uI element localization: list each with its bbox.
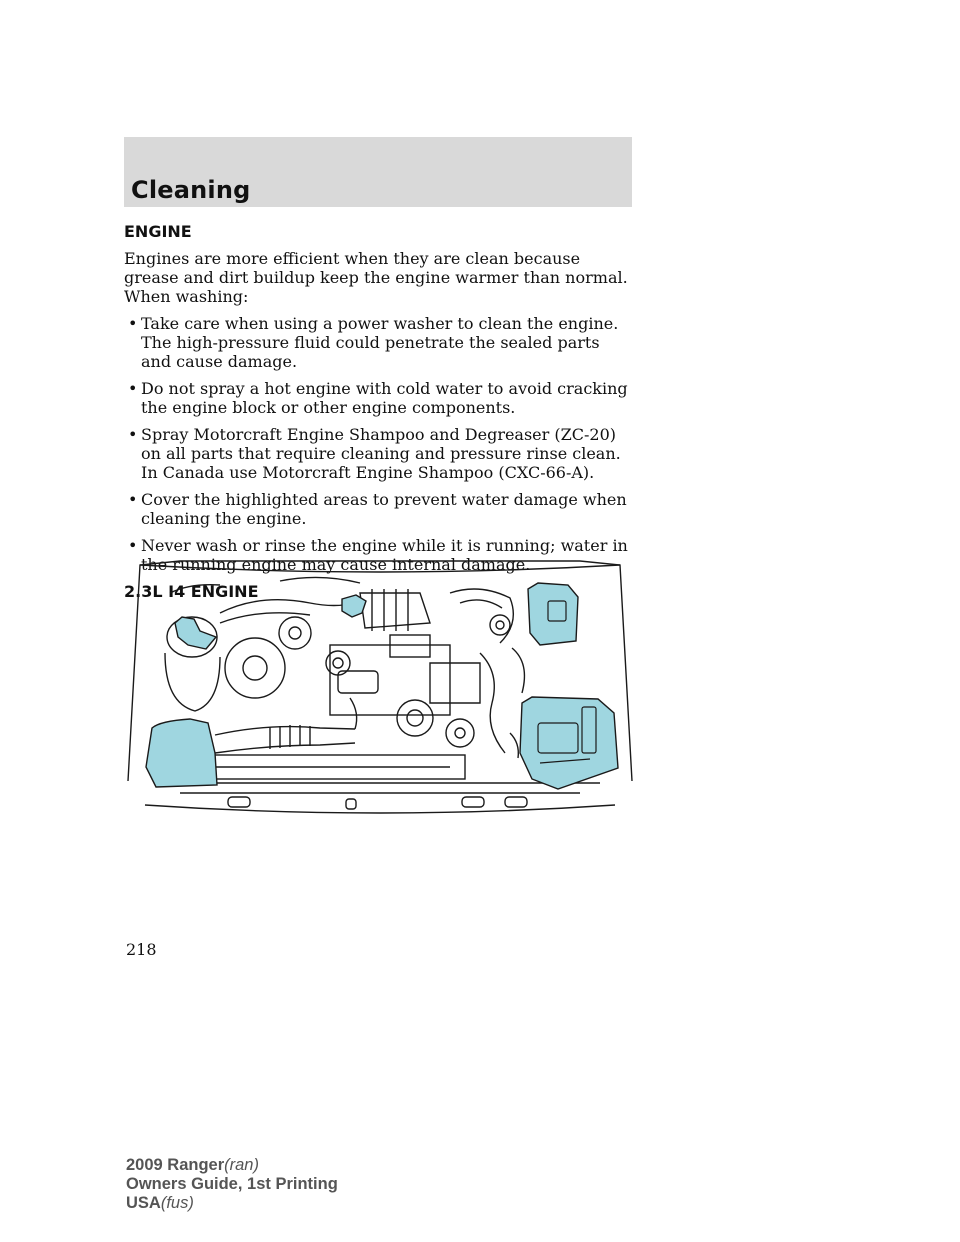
- footer-model-line: [126, 1156, 338, 1175]
- list-item-text: Spray Motorcraft Engine Shampoo and Degreaser (ZC-20) on all parts that require cleaning and pressure rinse clean. In Canada use Motorcraft Engine Shampoo (CXC-66-A).: [141, 425, 621, 482]
- document-footer: [126, 1156, 338, 1213]
- battery-highlight: [520, 697, 618, 789]
- footer-market-code: (fus): [160, 1194, 194, 1212]
- bullet-marker: •: [128, 425, 138, 444]
- list-item: [124, 490, 634, 528]
- bullet-marker: •: [128, 536, 138, 555]
- list-item: [124, 379, 634, 417]
- list-item-text: Cover the highlighted areas to prevent water damage when cleaning the engine.: [141, 490, 627, 528]
- intro-paragraph: Engines are more efficient when they are clean because grease and dirt buildup keep the engine warmer than normal. When washing:: [124, 249, 628, 306]
- distributor-highlight: [175, 617, 216, 649]
- list-item-text: Never wash or rinse the engine while it is running; water in the running engine may cause internal damage.: [141, 536, 628, 574]
- footer-market: USA: [126, 1194, 161, 1212]
- fuse-box-highlight: [528, 583, 578, 645]
- section-title: Cleaning: [131, 176, 251, 204]
- list-item: [124, 314, 634, 371]
- air-filter-housing-highlight: [146, 719, 217, 787]
- footer-guide: Owners Guide, 1st Printing: [126, 1175, 338, 1193]
- footer-market-line: [126, 1194, 338, 1213]
- bullet-marker: •: [128, 314, 138, 333]
- engine-compartment-illustration: [120, 553, 640, 838]
- bullet-marker: •: [128, 490, 138, 509]
- page-number: 218: [126, 940, 157, 959]
- list-item-text: Take care when using a power washer to clean the engine. The high-pressure fluid could penetrate the sealed parts and cause damage.: [141, 314, 619, 371]
- bullet-marker: •: [128, 379, 138, 398]
- list-item-text: Do not spray a hot engine with cold water to avoid cracking the engine block or other engine components.: [141, 379, 628, 417]
- engine-figure-heading: 2.3L I4 ENGINE: [124, 582, 259, 601]
- page-content: [124, 222, 634, 609]
- footer-guide-line: [126, 1175, 338, 1194]
- footer-model: 2009 Ranger: [126, 1156, 225, 1174]
- list-item: [124, 425, 634, 482]
- footer-model-code: (ran): [224, 1156, 259, 1174]
- engine-heading: ENGINE: [124, 222, 192, 241]
- washing-instructions-list: [124, 314, 634, 574]
